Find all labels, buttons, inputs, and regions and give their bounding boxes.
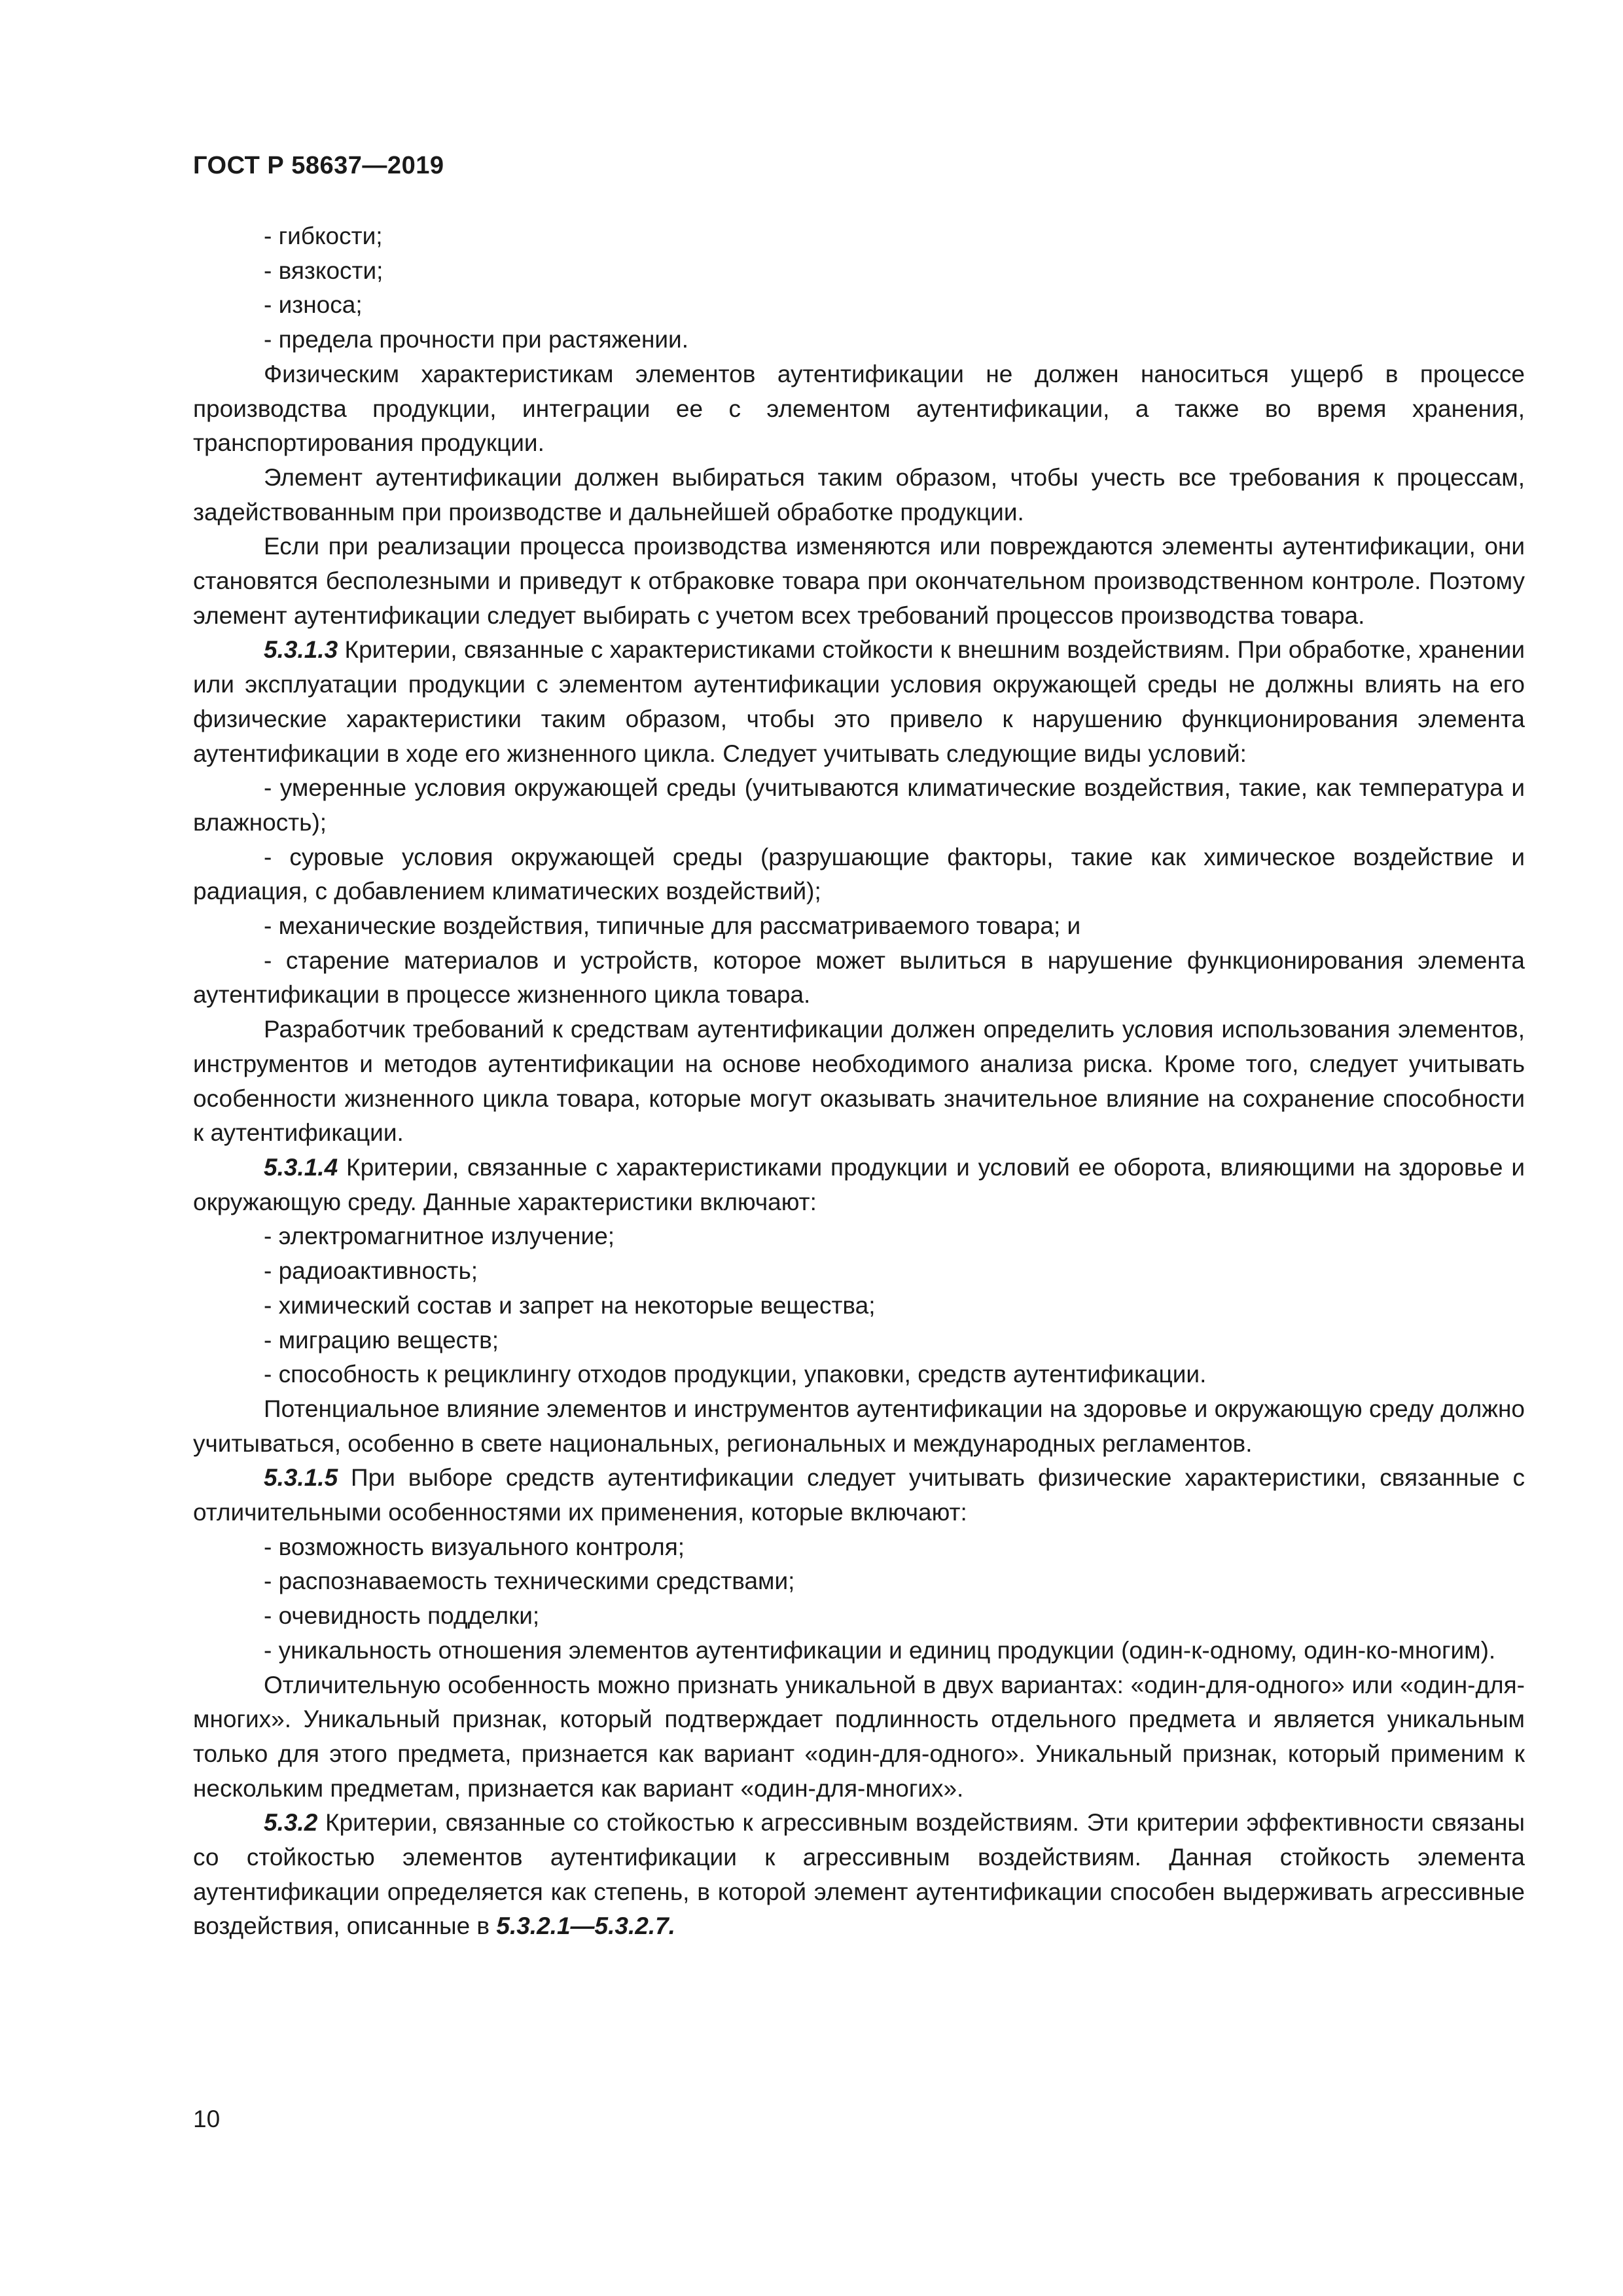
list-item: - предела прочности при растяжении. <box>264 326 688 353</box>
section-number: 5.3.2 <box>264 1809 318 1837</box>
list-item: - химический состав и запрет на некоторые вещества; <box>264 1291 876 1319</box>
page-number: 10 <box>193 2106 221 2132</box>
section-reference: 5.3.2.1—5.3.2.7. <box>496 1912 675 1940</box>
section-5-3-1-3 <box>193 633 1525 771</box>
list-item: - уникальность отношения элементов аутентификации и единиц продукции (один-к-одному, один-ко-многим). <box>264 1636 1496 1664</box>
section-number: 5.3.1.3 <box>264 636 338 664</box>
section-5-3-1-4 <box>193 1151 1525 1219</box>
list-item: - радиоактивность; <box>264 1257 478 1285</box>
section-number: 5.3.1.4 <box>264 1153 338 1181</box>
paragraph: Отличительную особенность можно признать уникальной в двух вариантах: «один-для-одного» или «один-для-многих». Уникальный признак, который подтверждает подлинность отдельного предмета и является уникальным только для этого предмета, признается как вариант «один-для-одного». Уникальный признак, который применим к нескольким предметам, признается как вариант «один-для-многих». <box>193 1671 1525 1802</box>
list-item: - умеренные условия окружающей среды (учитываются климатические воздействия, такие, как температура и влажность); <box>193 774 1525 836</box>
paragraph: Разработчик требований к средствам аутентификации должен определить условия использования элементов, инструментов и методов аутентификации на основе необходимого анализа риска. Кроме того, следует учитывать особенности жизненного цикла товара, которые могут оказывать значительное влияние на сохранение способности к аутентификации. <box>193 1016 1525 1147</box>
list-item: - распознаваемость техническими средствами; <box>264 1568 795 1595</box>
list-item: - возможность визуального контроля; <box>264 1533 685 1560</box>
list-item: - очевидность подделки; <box>264 1602 540 1630</box>
section-5-3-2 <box>193 1806 1525 1944</box>
list-item: - механические воздействия, типичные для рассматриваемого товара; и <box>264 912 1081 940</box>
section-text: При выборе средств аутентификации следует учитывать физические характеристики, связанные с отличительными особенностями их применения, которые включают: <box>193 1464 1525 1526</box>
paragraph: Потенциальное влияние элементов и инструментов аутентификации на здоровье и окружающую среду должно учитываться, особенно в свете национальных, региональных и международных регламентов. <box>193 1395 1525 1457</box>
list-item: - вязкости; <box>264 257 383 284</box>
paragraph: Если при реализации процесса производства изменяются или повреждаются элементы аутентификации, они становятся бесполезными и приведут к отбраковке товара при окончательном производственном контроле. Поэтому элемент аутентификации следует выбирать с учетом всех требований процессов производства товара. <box>193 533 1525 629</box>
list-item: - электромагнитное излучение; <box>264 1223 615 1250</box>
section-text: Критерии, связанные с характеристиками стойкости к внешним воздействиям. При обработке, хранении или эксплуатации продукции с элементом аутентификации условия окружающей среды не должны влиять на его физические характеристики таким образом, чтобы это привело к нарушению функционирования элемента аутентификации в ходе его жизненного цикла. Следует учитывать следующие виды условий: <box>193 636 1525 767</box>
section-text: Критерии, связанные с характеристиками продукции и условий ее оборота, влияющими на здоровье и окружающую среду. Данные характеристики включают: <box>193 1153 1525 1215</box>
list-item: - миграцию веществ; <box>264 1326 499 1354</box>
paragraph: Физическим характеристикам элементов аутентификации не должен наноситься ущерб в процессе производства продукции, интеграции ее с элементом аутентификации, а также во время хранения, транспортирования продукции. <box>193 360 1525 457</box>
section-text: Критерии, связанные со стойкостью к агрессивным воздействиям. Эти критерии эффективности связаны со стойкостью элементов аутентификации к агрессивным воздействиям. Данная стойкость элемента аутентификации определяется как степень, в которой элемент аутентификации способен выдерживать агрессивные воздействия, описанные в <box>193 1809 1525 1940</box>
section-number: 5.3.1.5 <box>264 1464 338 1492</box>
list-item: - суровые условия окружающей среды (разрушающие факторы, такие как химическое воздействие и радиация, с добавлением климатических воздействий); <box>193 843 1525 905</box>
section-5-3-1-5 <box>193 1461 1525 1530</box>
list-item: - износа; <box>264 291 363 319</box>
body-text <box>193 219 1525 1944</box>
list-item: - способность к рециклингу отходов продукции, упаковки, средств аутентификации. <box>264 1361 1207 1388</box>
list-item: - старение материалов и устройств, которое может вылиться в нарушение функционирования элемента аутентификации в процессе жизненного цикла товара. <box>193 946 1525 1009</box>
paragraph: Элемент аутентификации должен выбираться таким образом, чтобы учесть все требования к процессам, задействованным при производстве и дальнейшей обработке продукции. <box>193 463 1525 526</box>
list-item: - гибкости; <box>264 223 383 249</box>
document-header: ГОСТ Р 58637—2019 <box>193 152 444 179</box>
